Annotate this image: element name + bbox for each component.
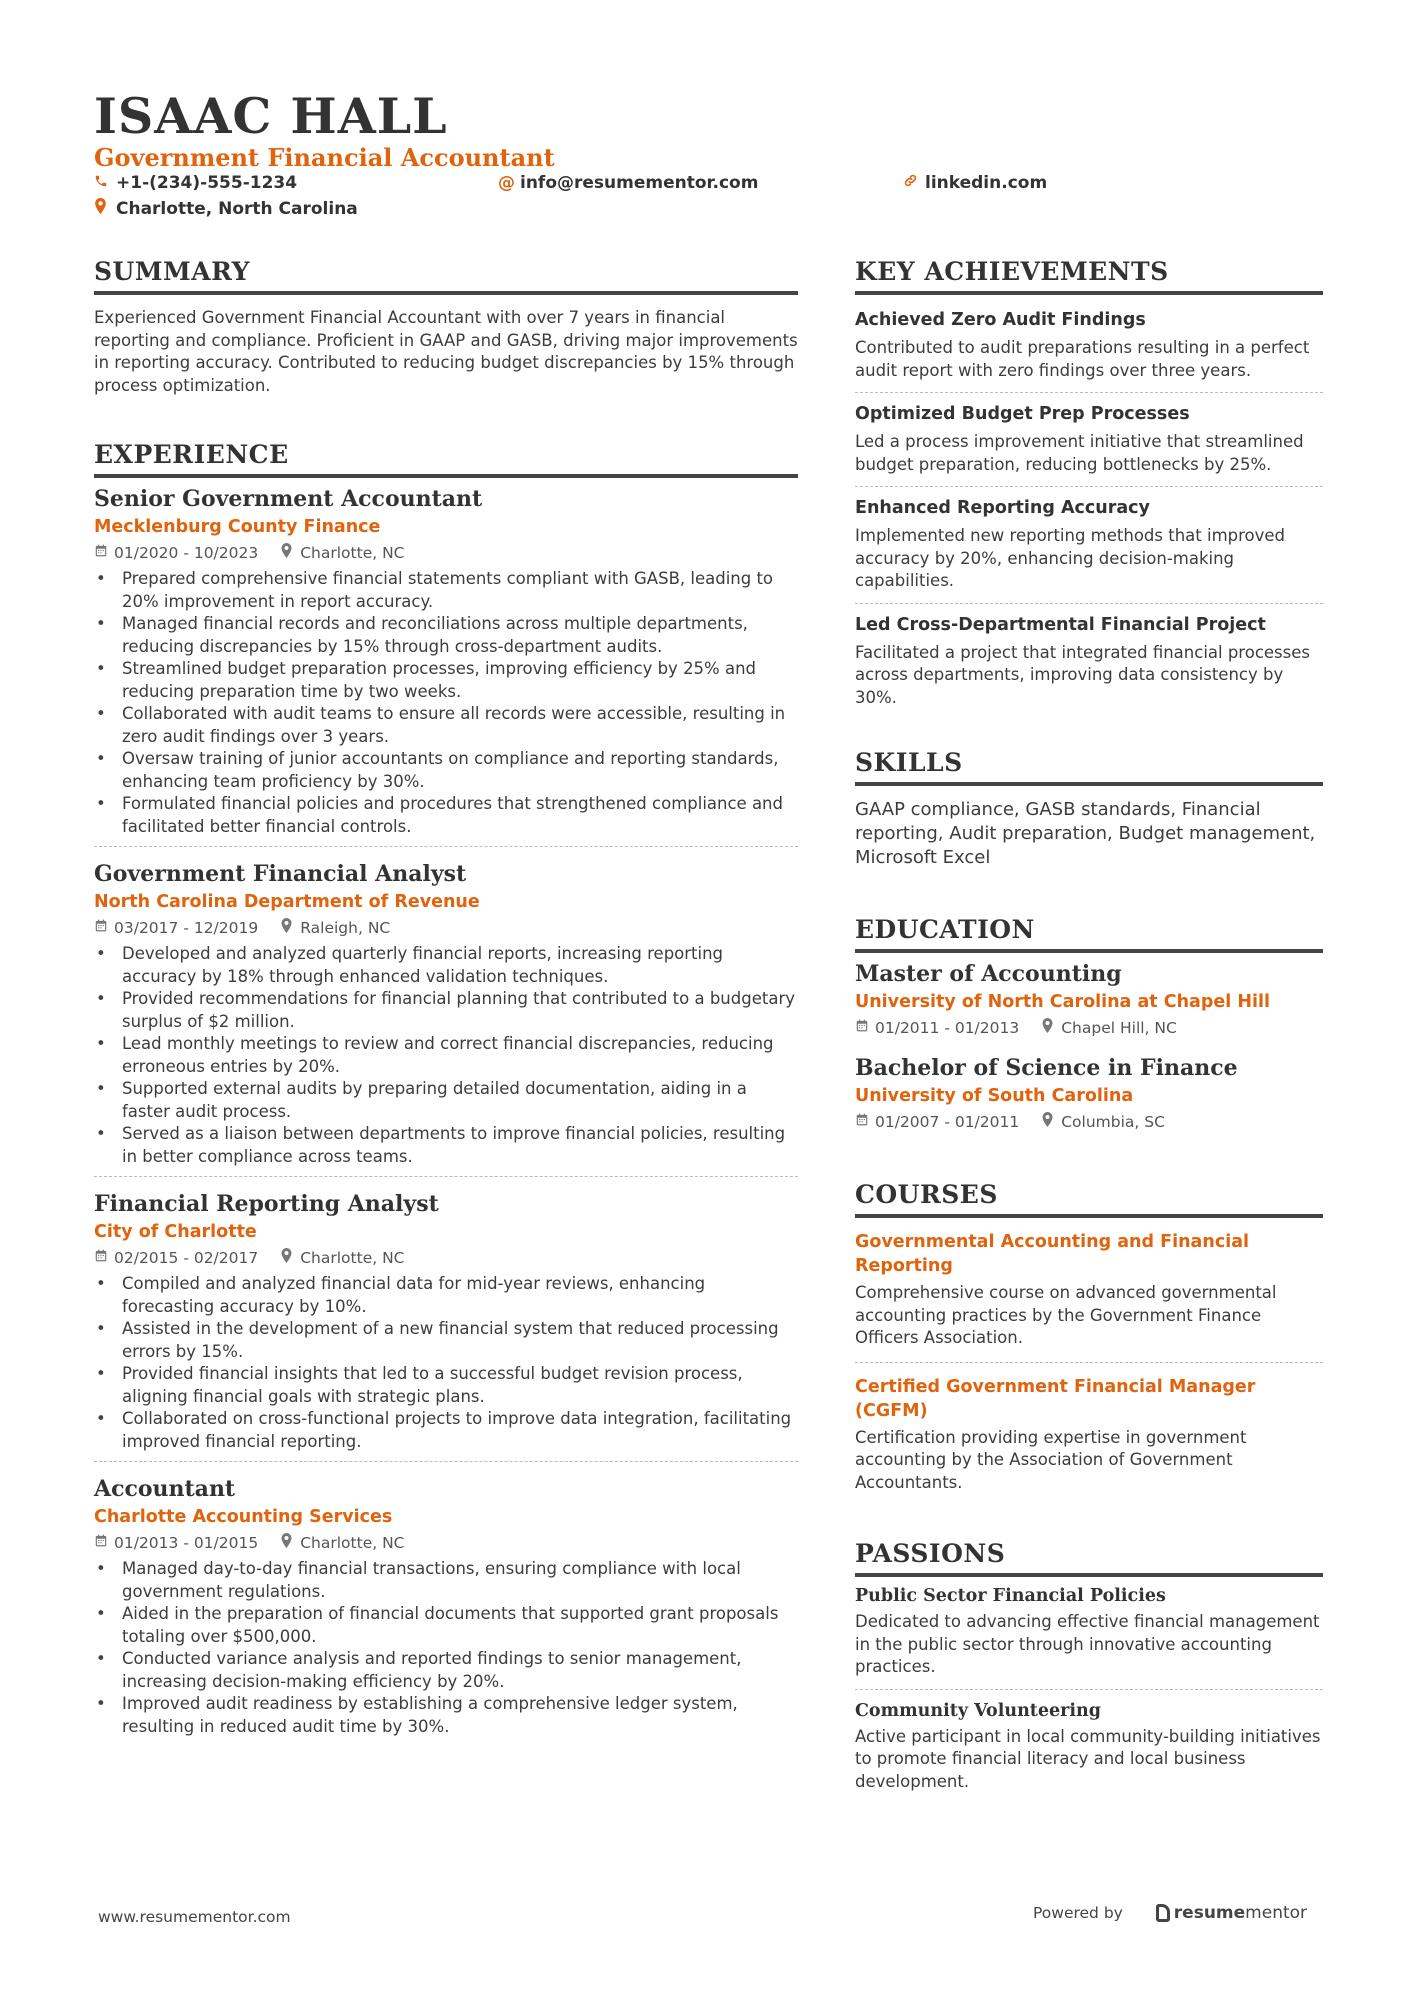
degree: Bachelor of Science in Finance <box>855 1055 1238 1081</box>
job-bullet: • Managed day-to-day financial transactions, ensuring compliance with local government regulations. <box>94 1558 798 1603</box>
candidate-name: ISAAC HALL <box>94 87 448 145</box>
school: University of North Carolina at Chapel Hill <box>855 992 1270 1012</box>
passion-item <box>855 1583 1323 1689</box>
location: Raleigh, NC <box>300 919 391 937</box>
passion-title: Community Volunteering <box>855 1700 1101 1721</box>
location-text: Charlotte, North Carolina <box>116 199 358 219</box>
brand-mark-icon <box>1156 1904 1170 1922</box>
summary-text: Experienced Government Financial Accountant with over 7 years in financial reporting and compliance. Proficient in GAAP and GASB, driving major improvements in reporting accuracy. Contributed to reducing budget discrepancies by 15% through process optimization. <box>94 308 798 395</box>
dates: 01/2013 - 01/2015 <box>114 1534 259 1552</box>
linkedin-text: linkedin.com <box>925 173 1048 193</box>
brand-logo <box>1156 1903 1307 1923</box>
location-pin-icon <box>1041 1015 1061 1041</box>
school: University of South Carolina <box>855 1086 1134 1106</box>
course-title: Governmental Accounting and Financial Reporting <box>855 1232 1249 1276</box>
contact-email[interactable] <box>498 171 758 195</box>
location-pin-icon <box>280 1245 300 1271</box>
contact-location <box>94 197 358 221</box>
course-title: Certified Government Financial Manager (CGFM) <box>855 1376 1256 1421</box>
job-company: Mecklenburg County Finance <box>94 517 381 537</box>
dates: 01/2007 - 01/2011 <box>875 1113 1020 1131</box>
job-bullet: • Prepared comprehensive financial statements compliant with GASB, leading to 20% improvement in report accuracy. <box>94 568 798 613</box>
summary-heading: SUMMARY <box>94 256 798 295</box>
meta-row <box>94 915 798 941</box>
candidate-role: Government Financial Accountant <box>94 143 555 172</box>
passion-text: Active participant in local community-building initiatives to promote financial literacy and local business development. <box>855 1726 1321 1791</box>
experience-list <box>94 484 798 1746</box>
job-bullet: • Collaborated on cross-functional projects to improve data integration, facilitating improved financial reporting. <box>94 1408 798 1453</box>
job-bullet: • Assisted in the development of a new financial system that reduced processing errors by 15%. <box>94 1318 798 1363</box>
achievements-heading: KEY ACHIEVEMENTS <box>855 256 1323 295</box>
job-bullet: • Managed financial records and reconciliations across multiple departments, reducing discrepancies by 15% through cross-department audits. <box>94 613 798 658</box>
right-column <box>855 256 1323 1803</box>
calendar-icon <box>855 1109 875 1135</box>
calendar-icon <box>94 540 114 566</box>
job-bullet: • Oversaw training of junior accountants on compliance and reporting standards, enhancing team proficiency by 30%. <box>94 748 798 793</box>
achievement-title: Achieved Zero Audit Findings <box>855 310 1146 330</box>
job-bullets <box>94 943 798 1168</box>
education-list <box>855 959 1323 1135</box>
achievement-text: Led a process improvement initiative that streamlined budget preparation, reducing bottlenecks by 25%. <box>855 432 1304 474</box>
calendar-icon <box>94 1530 114 1556</box>
achievement-item <box>855 299 1323 392</box>
job-bullet: • Provided recommendations for financial planning that contributed to a budgetary surplus of $2 million. <box>94 988 798 1033</box>
courses-heading: COURSES <box>855 1179 1323 1218</box>
location: Chapel Hill, NC <box>1061 1019 1177 1037</box>
achievement-text: Facilitated a project that integrated financial processes across departments, improving data consistency by 30%. <box>855 642 1310 707</box>
location-pin-icon <box>94 197 112 221</box>
meta-row <box>94 1530 798 1556</box>
courses-section <box>855 1179 1323 1506</box>
location-pin-icon <box>280 915 300 941</box>
job-title: Senior Government Accountant <box>94 486 483 512</box>
link-icon <box>903 171 921 195</box>
passions-heading: PASSIONS <box>855 1538 1323 1577</box>
achievement-text: Contributed to audit preparations resulting in a perfect audit report with zero findings over three years. <box>855 338 1310 380</box>
job-company: City of Charlotte <box>94 1222 257 1242</box>
education-item <box>855 1053 1323 1135</box>
degree: Master of Accounting <box>855 961 1122 987</box>
calendar-icon <box>94 1245 114 1271</box>
email-text: info@resumementor.com <box>520 173 759 193</box>
achievement-title: Led Cross-Departmental Financial Project <box>855 614 1266 635</box>
location-pin-icon <box>280 1530 300 1556</box>
phone-icon <box>94 171 112 195</box>
achievements-section <box>855 256 1323 719</box>
job-bullets <box>94 1558 798 1738</box>
location: Charlotte, NC <box>300 1534 405 1552</box>
education-heading: EDUCATION <box>855 914 1323 953</box>
experience-heading: EXPERIENCE <box>94 439 798 478</box>
job-entry <box>94 1176 798 1461</box>
course-text: Certification providing expertise in government accounting by the Association of Government Accountants. <box>855 1427 1247 1492</box>
passions-list <box>855 1583 1323 1803</box>
contact-phone[interactable] <box>94 171 297 195</box>
footer-website[interactable]: www.resumementor.com <box>98 1908 291 1926</box>
dates: 02/2015 - 02/2017 <box>114 1249 259 1267</box>
achievement-item <box>855 392 1323 486</box>
job-title: Government Financial Analyst <box>94 861 467 887</box>
calendar-icon <box>94 915 114 941</box>
course-item <box>855 1362 1323 1507</box>
job-bullet: • Supported external audits by preparing detailed documentation, aiding in a faster audit process. <box>94 1078 798 1123</box>
job-bullet: • Improved audit readiness by establishing a comprehensive ledger system, resulting in reduced audit time by 30%. <box>94 1693 798 1738</box>
location: Columbia, SC <box>1061 1113 1165 1131</box>
brand-name-light: mentor <box>1245 1903 1308 1923</box>
job-bullet: • Formulated financial policies and procedures that strengthened compliance and facilitated better financial controls. <box>94 793 798 838</box>
job-entry <box>94 484 798 846</box>
passions-section <box>855 1538 1323 1803</box>
course-text: Comprehensive course on advanced governmental accounting practices by the Government Finance Officers Association. <box>855 1283 1277 1347</box>
achievement-text: Implemented new reporting methods that improved accuracy by 20%, enhancing decision-making capabilities. <box>855 526 1286 590</box>
achievements-list <box>855 299 1323 719</box>
job-entry <box>94 1461 798 1746</box>
courses-list <box>855 1230 1323 1506</box>
meta-row <box>94 540 798 566</box>
job-bullet: • Aided in the preparation of financial documents that supported grant proposals totaling over $500,000. <box>94 1603 798 1648</box>
phone-text: +1-(234)-555-1234 <box>116 173 298 193</box>
job-bullet: • Conducted variance analysis and reported findings to senior management, increasing decision-making efficiency by 20%. <box>94 1648 798 1693</box>
job-bullets <box>94 568 798 838</box>
location-pin-icon <box>1041 1109 1061 1135</box>
location: Charlotte, NC <box>300 544 405 562</box>
job-title: Financial Reporting Analyst <box>94 1191 439 1217</box>
location: Charlotte, NC <box>300 1249 405 1267</box>
achievement-title: Optimized Budget Prep Processes <box>855 404 1190 424</box>
skills-text: GAAP compliance, GASB standards, Financial reporting, Audit preparation, Budget management, Microsoft Excel <box>855 799 1316 868</box>
dates: 01/2011 - 01/2013 <box>875 1019 1020 1037</box>
job-bullet: • Provided financial insights that led to a successful budget revision process, aligning financial goals with strategic plans. <box>94 1363 798 1408</box>
job-company: Charlotte Accounting Services <box>94 1507 393 1527</box>
left-column <box>94 256 798 1746</box>
course-item <box>855 1230 1323 1362</box>
skills-heading: SKILLS <box>855 747 1323 786</box>
job-company: North Carolina Department of Revenue <box>94 892 480 912</box>
calendar-icon <box>855 1015 875 1041</box>
job-title: Accountant <box>94 1476 236 1502</box>
experience-section <box>94 439 798 1746</box>
footer-powered-by[interactable] <box>1033 1903 1307 1923</box>
job-bullets <box>94 1273 798 1453</box>
achievement-item <box>855 486 1323 603</box>
job-bullet: • Compiled and analyzed financial data for mid-year reviews, enhancing forecasting accuracy by 10%. <box>94 1273 798 1318</box>
passion-text: Dedicated to advancing effective financial management in the public sector through innovative accounting practices. <box>855 1612 1320 1676</box>
meta-row <box>94 1245 798 1271</box>
contact-linkedin[interactable] <box>903 171 1047 195</box>
brand-name-bold: resume <box>1173 1903 1246 1923</box>
passion-item <box>855 1689 1323 1804</box>
location-pin-icon <box>280 540 300 566</box>
skills-section <box>855 747 1323 870</box>
at-icon: @ <box>498 173 515 193</box>
job-bullet: • Streamlined budget preparation processes, improving efficiency by 25% and reducing preparation time by two weeks. <box>94 658 798 703</box>
achievement-title: Enhanced Reporting Accuracy <box>855 498 1150 518</box>
summary-section <box>94 256 798 397</box>
powered-by-label: Powered by <box>1033 1904 1123 1922</box>
job-bullet: • Served as a liaison between departments to improve financial policies, resulting in better compliance across teams. <box>94 1123 798 1168</box>
job-bullet: • Lead monthly meetings to review and correct financial discrepancies, reducing erroneous entries by 20%. <box>94 1033 798 1078</box>
job-bullet: • Developed and analyzed quarterly financial reports, increasing reporting accuracy by 18% through enhanced validation techniques. <box>94 943 798 988</box>
job-bullet: • Collaborated with audit teams to ensure all records were accessible, resulting in zero audit findings over 3 years. <box>94 703 798 748</box>
education-section <box>855 914 1323 1135</box>
meta-row <box>855 1015 1323 1041</box>
achievement-item <box>855 603 1323 720</box>
passion-title: Public Sector Financial Policies <box>855 1586 1166 1606</box>
dates: 03/2017 - 12/2019 <box>114 919 259 937</box>
dates: 01/2020 - 10/2023 <box>114 544 259 562</box>
education-item <box>855 959 1323 1041</box>
meta-row <box>855 1109 1323 1135</box>
job-entry <box>94 846 798 1176</box>
